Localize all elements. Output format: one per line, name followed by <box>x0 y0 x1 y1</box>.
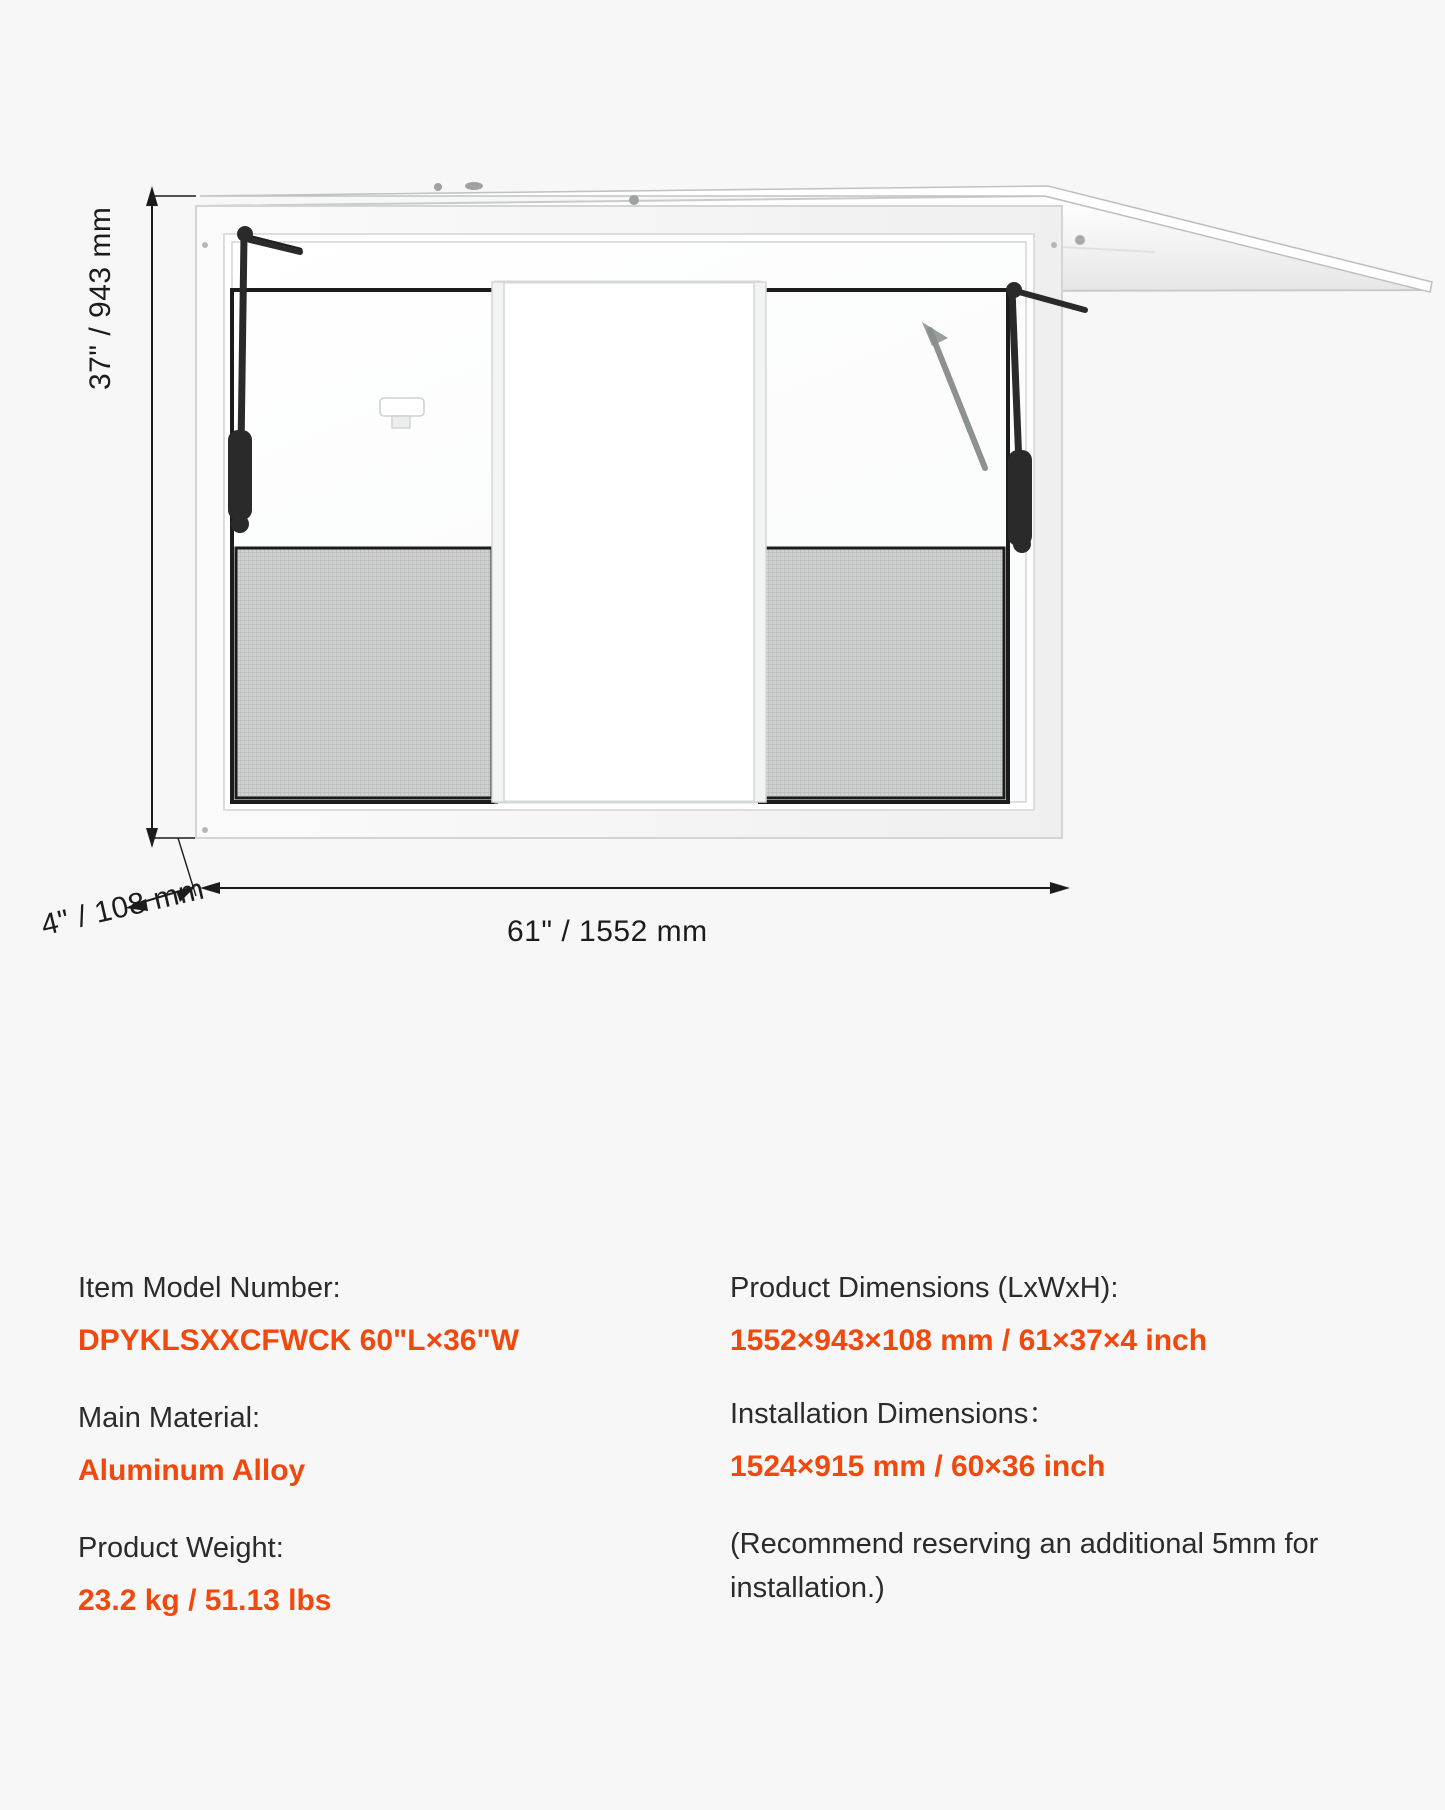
spec-column-right <box>730 1270 1410 1611</box>
height-dimension-label: 37" / 943 mm <box>84 206 117 390</box>
main-material-value: Aluminum Alloy <box>78 1454 306 1487</box>
product-weight-label: Product Weight: <box>78 1531 284 1564</box>
installation-dimensions-label: Installation Dimensions： <box>730 1397 1058 1430</box>
product-dimensions-label: Product Dimensions (LxWxH): <box>730 1272 1119 1304</box>
width-dimension-label: 61" / 1552 mm <box>507 915 708 948</box>
model-number-label: Item Model Number: <box>78 1272 341 1304</box>
installation-dimensions-value: 1524×915 mm / 60×36 inch <box>730 1450 1106 1483</box>
specifications-section <box>0 1270 1445 1810</box>
product-dimensions-value: 1552×943×108 mm / 61×37×4 inch <box>730 1324 1208 1358</box>
spec-column-left <box>78 1270 698 1659</box>
main-material-label: Main Material: <box>78 1401 261 1434</box>
depth-dimension-label: 4" / 108 mm <box>38 872 208 943</box>
installation-note: (Recommend reserving an additional 5mm for installation.) <box>730 1527 1319 1605</box>
model-number-value: DPYKLSXXCFWCK 60"L×36"W <box>78 1324 520 1358</box>
product-weight-value: 23.2 kg / 51.13 lbs <box>78 1583 332 1617</box>
